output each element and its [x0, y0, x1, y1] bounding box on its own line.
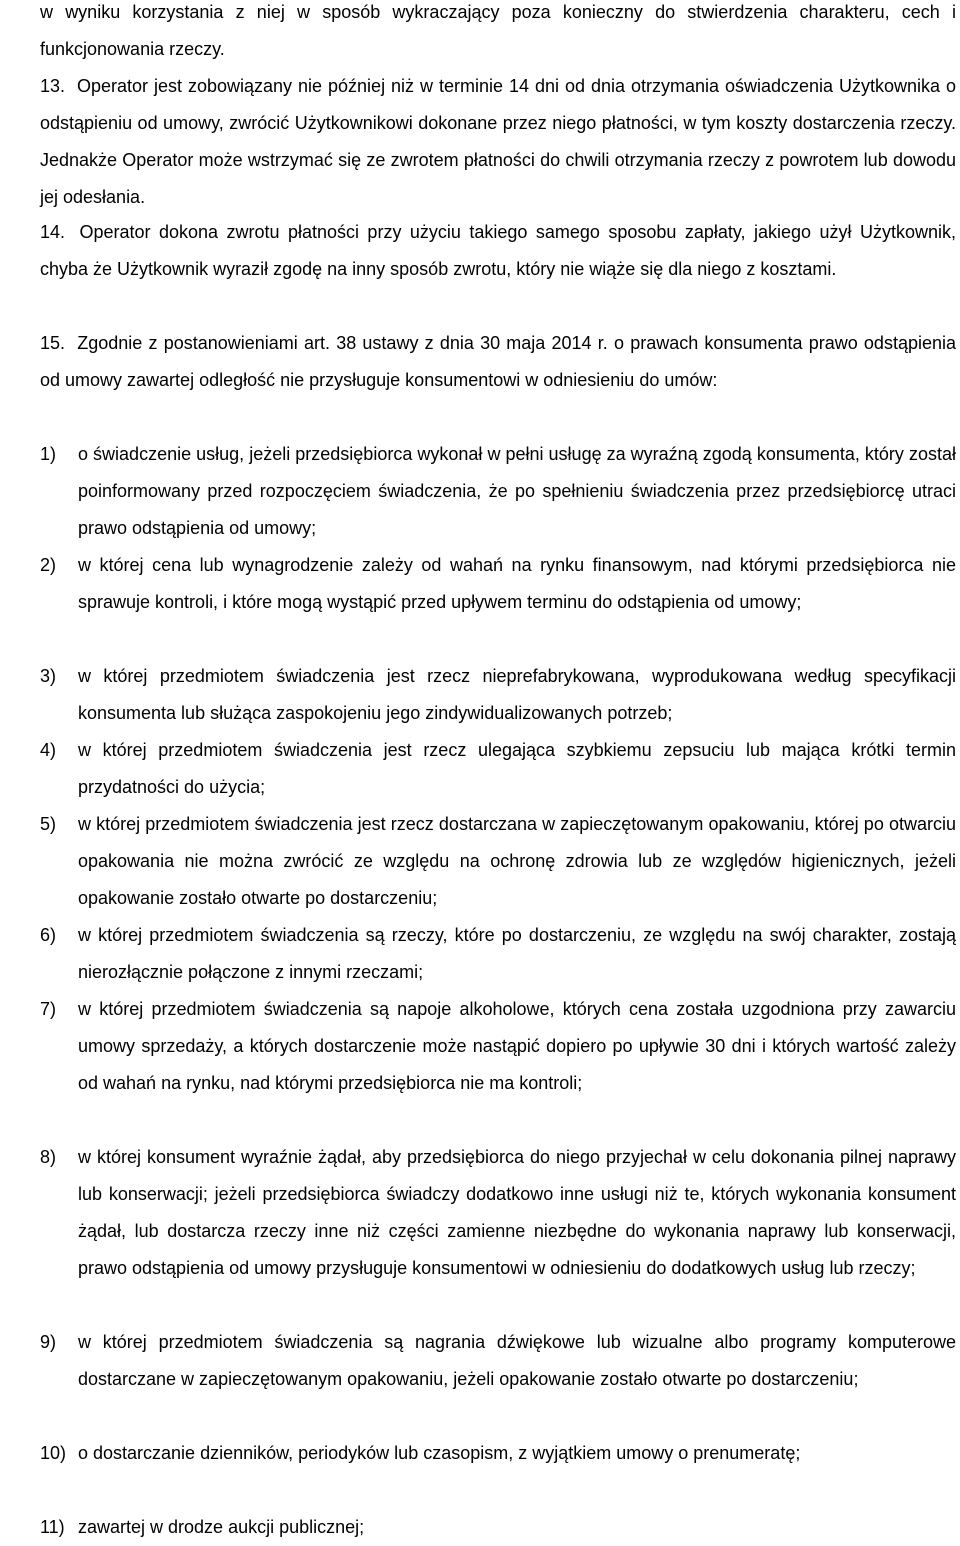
list-item-7: [40, 991, 956, 1102]
list-item-number: 6): [40, 925, 57, 945]
paragraph-number: 13.: [40, 76, 66, 96]
list-item-number: 2): [40, 555, 57, 575]
paragraph-13: [40, 68, 956, 216]
list-item-number: 8): [40, 1147, 57, 1167]
list-item-11: [40, 1509, 956, 1546]
list-item-3: [40, 658, 956, 732]
list-item-9: [40, 1324, 956, 1398]
paragraph-text: Operator dokona zwrotu płatności przy użyciu takiego samego sposobu zapłaty, jakiego użył Użytkownik, chyba że Użytkownik wyraził zgodę na inny sposób zwrotu, który nie wiąże się dla niego z kosztami.: [40, 222, 956, 279]
paragraph-number: 14.: [40, 222, 66, 242]
list-item-4: [40, 732, 956, 806]
list-item-text: w której przedmiotem świadczenia jest rzecz dostarczana w zapieczętowanym opakowaniu, której po otwarciu opakowania nie można zwrócić ze względu na ochronę zdrowia lub ze względów higienicznych, jeżeli opakowanie zostało otwarte po dostarczeniu;: [78, 814, 956, 908]
paragraph-continuation-text: w wyniku korzystania z niej w sposób wykraczający poza konieczny do stwierdzenia charakteru, cech i funkcjonowania rzeczy.: [40, 2, 956, 59]
paragraph-number: 15.: [40, 333, 66, 353]
list-item-text: o dostarczanie dzienników, periodyków lub czasopism, z wyjątkiem umowy o prenumeratę;: [78, 1443, 801, 1463]
list-item-1: [40, 436, 956, 547]
list-item-text: w której przedmiotem świadczenia jest rzecz ulegająca szybkiemu zepsuciu lub mająca krótki termin przydatności do użycia;: [78, 740, 956, 797]
list-item-number: 9): [40, 1332, 57, 1352]
paragraph-15: [40, 325, 956, 399]
list-item-text: zawartej w drodze aukcji publicznej;: [78, 1517, 365, 1537]
list-item-text: w której przedmiotem świadczenia są nagrania dźwiękowe lub wizualne albo programy komputerowe dostarczane w zapieczętowanym opakowaniu, jeżeli opakowanie zostało otwarte po dostarczeniu;: [78, 1332, 956, 1389]
list-item-number: 7): [40, 999, 57, 1019]
list-item-6: [40, 917, 956, 991]
list-item-text: w której przedmiotem świadczenia jest rzecz nieprefabrykowana, wyprodukowana według specyfikacji konsumenta lub służąca zaspokojeniu jego zindywidualizowanych potrzeb;: [78, 666, 956, 723]
list-item-number: 3): [40, 666, 57, 686]
list-item-number: 4): [40, 740, 57, 760]
paragraph-continuation: [40, 0, 956, 68]
list-item-text: o świadczenie usług, jeżeli przedsiębiorca wykonał w pełni usługę za wyraźną zgodą konsumenta, który został poinformowany przed rozpoczęciem świadczenia, że po spełnieniu świadczenia przez przedsiębiorcę utraci prawo odstąpienia od umowy;: [78, 444, 956, 538]
list-item-8: [40, 1139, 956, 1287]
list-item-text: w której konsument wyraźnie żądał, aby przedsiębiorca do niego przyjechał w celu dokonania pilnej naprawy lub konserwacji; jeżeli przedsiębiorca świadczy dodatkowo inne usługi niż te, których wykonania konsument żądał, lub dostarcza rzeczy inne niż części zamienne niezbędne do wykonania naprawy lub konserwacji, prawo odstąpienia od umowy przysługuje konsumentowi w odniesieniu do dodatkowych usług lub rzeczy;: [78, 1147, 956, 1278]
paragraph-text: Zgodnie z postanowieniami art. 38 ustawy z dnia 30 maja 2014 r. o prawach konsumenta prawo odstąpienia od umowy zawartej odległość nie przysługuje konsumentowi w odniesieniu do umów:: [40, 333, 956, 390]
list-item-number: 5): [40, 814, 57, 834]
paragraph-text: Operator jest zobowiązany nie później niż w terminie 14 dni od dnia otrzymania oświadczenia Użytkownika o odstąpieniu od umowy, zwrócić Użytkownikowi dokonane przez niego płatności, w tym koszty dostarczenia rzeczy. Jednakże Operator może wstrzymać się ze zwrotem płatności do chwili otrzymania rzeczy z powrotem lub dowodu jej odesłania.: [40, 76, 956, 207]
list-item-number: 10): [40, 1443, 67, 1463]
paragraph-14: [40, 214, 956, 288]
list-item-text: w której cena lub wynagrodzenie zależy od wahań na rynku finansowym, nad którymi przedsiębiorca nie sprawuje kontroli, i które mogą wystąpić przed upływem terminu do odstąpienia od umowy;: [78, 555, 956, 612]
list-item-2: [40, 547, 956, 621]
list-item-text: w której przedmiotem świadczenia są napoje alkoholowe, których cena została uzgodniona przy zawarciu umowy sprzedaży, a których dostarczenie może nastąpić dopiero po upływie 30 dni i których wartość zależy od wahań na rynku, nad którymi przedsiębiorca nie ma kontroli;: [78, 999, 956, 1093]
list-item-10: [40, 1435, 956, 1472]
list-item-5: [40, 806, 956, 917]
list-item-number: 11): [40, 1517, 65, 1537]
list-item-number: 1): [40, 444, 57, 464]
list-item-text: w której przedmiotem świadczenia są rzeczy, które po dostarczeniu, ze względu na swój charakter, zostają nierozłącznie połączone z innymi rzeczami;: [78, 925, 956, 982]
